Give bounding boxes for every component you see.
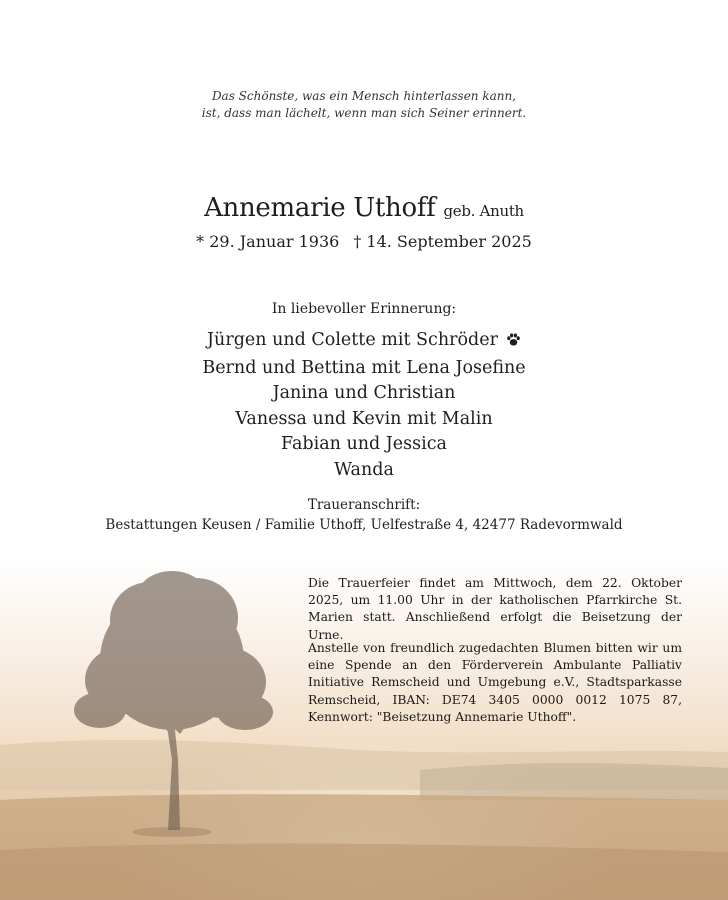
mourner-line: Bernd und Bettina mit Lena Josefine [202,357,526,378]
ceremony-info: Die Trauerfeier findet am Mittwoch, dem 22. Oktober 2025, um 11.00 Uhr in der katholischen Pfarrkirche St. Marien statt. Anschließend erfolgt die Beisetzung der Urne. [308,576,682,642]
life-dates [0,232,728,251]
mourner-line: Jürgen und Colette mit Schröder [0,328,728,356]
mourner-line: Janina und Christian [272,383,456,404]
birth-date: * 29. Januar 1936 [196,232,340,251]
quote-line-2: ist, dass man lächelt, wenn man sich Seiner erinnert. [201,106,527,120]
address-label: Traueranschrift: [307,497,421,513]
memorial-quote [0,88,728,122]
quote-line-1: Das Schönste, was ein Mensch hinterlassen kann, [211,89,517,103]
mourning-address: Bestattungen Keusen / Familie Uthoff, Uelfestraße 4, 42477 Radevormwald [105,517,623,533]
deceased-name-heading [0,193,728,223]
mourners-list [0,328,728,484]
death-date: † 14. September 2025 [353,232,532,251]
mourner-line: Fabian und Jessica [281,434,447,455]
mourner-line: Vanessa und Kevin mit Malin [235,408,493,429]
memory-intro: In liebevoller Erinnerung: [271,301,457,317]
donation-info: Anstelle von freundlich zugedachten Blumen bitten wir um eine Spende an den Förderverein Ambulante Palliativ Initiative Remscheid und Umgebung e.V., Stadtsparkasse Remscheid, IBAN: DE74 3405 0000 0012 1075 87, Kennwort: "Beisetzung Annemarie Uthoff". [308,641,682,724]
mourner-line: Wanda [334,459,394,480]
paw-icon [506,330,521,356]
birth-name: geb. Anuth [443,202,524,220]
deceased-name: Annemarie Uthoff [204,193,436,223]
